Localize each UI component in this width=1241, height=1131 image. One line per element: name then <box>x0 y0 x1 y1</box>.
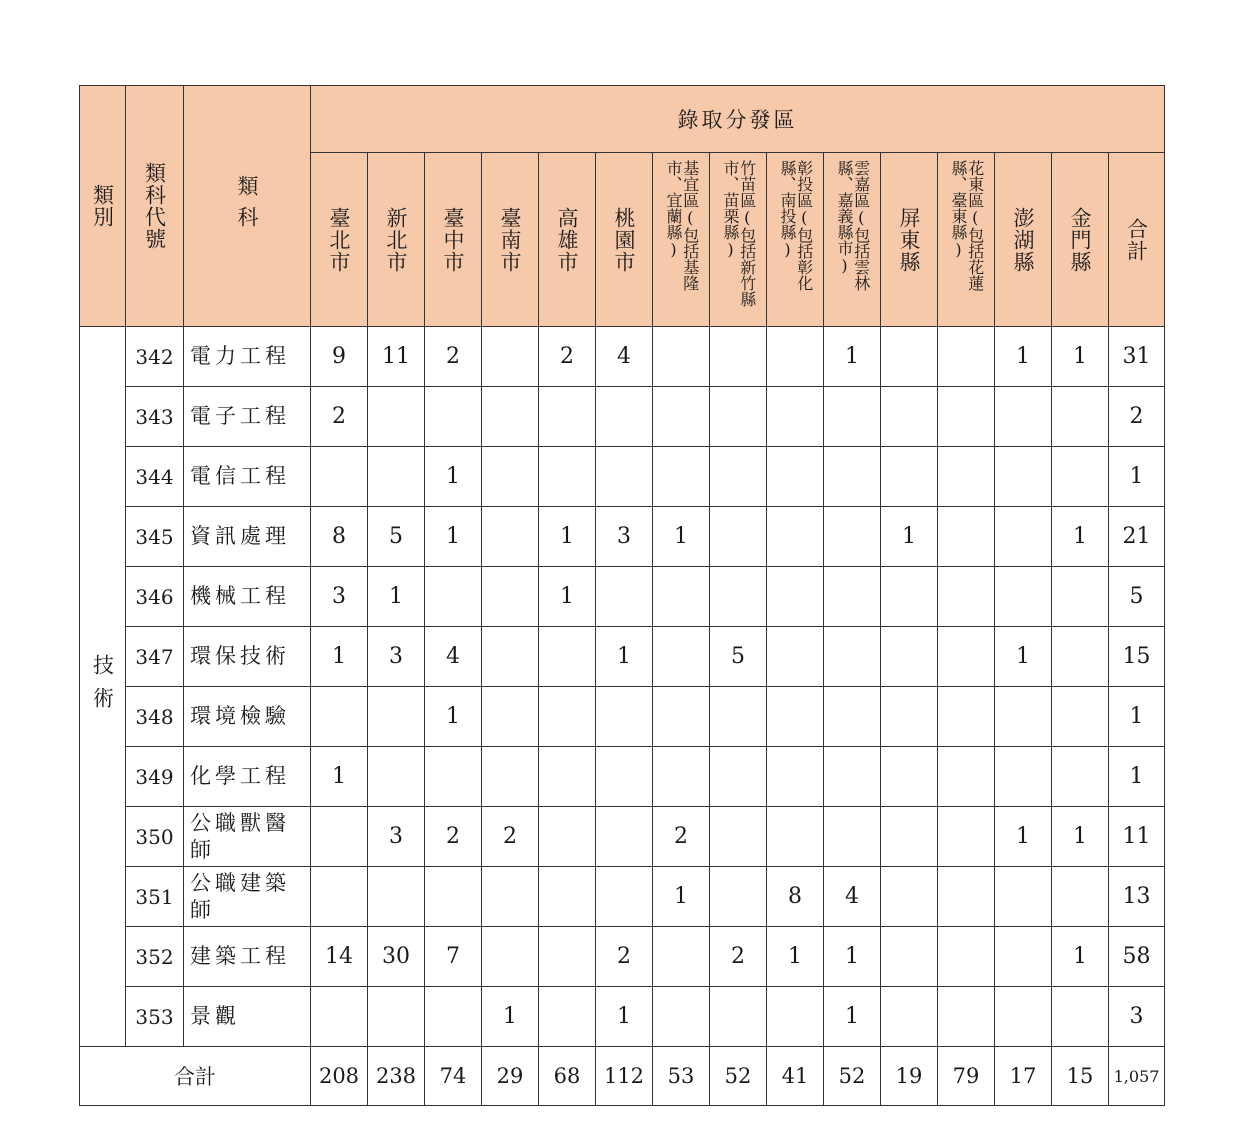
count-cell <box>482 567 539 627</box>
count-cell <box>881 867 938 927</box>
column-total-cell: 79 <box>938 1047 995 1106</box>
region-header-label: 金門縣 <box>1068 206 1093 273</box>
count-cell: 2 <box>482 807 539 867</box>
table-header <box>80 86 1165 327</box>
count-cell <box>653 627 710 687</box>
subject-name: 資訊處理 <box>184 507 311 567</box>
count-cell: 1 <box>425 447 482 507</box>
count-cell <box>311 687 368 747</box>
row-total-cell: 5 <box>1109 567 1165 627</box>
count-cell <box>311 987 368 1047</box>
count-cell <box>995 507 1052 567</box>
count-cell <box>425 867 482 927</box>
category-cell <box>80 327 126 1047</box>
count-cell: 1 <box>995 627 1052 687</box>
count-cell: 2 <box>653 807 710 867</box>
count-cell <box>1052 627 1109 687</box>
count-cell: 3 <box>368 807 425 867</box>
count-cell <box>653 987 710 1047</box>
region-header <box>767 153 824 327</box>
column-total-cell: 238 <box>368 1047 425 1106</box>
count-cell <box>653 387 710 447</box>
count-cell: 1 <box>653 507 710 567</box>
count-cell <box>767 627 824 687</box>
count-cell: 1 <box>368 567 425 627</box>
subject-code: 343 <box>126 387 184 447</box>
count-cell: 1 <box>425 687 482 747</box>
count-cell <box>710 807 767 867</box>
region-header <box>824 153 881 327</box>
count-cell: 1 <box>539 567 596 627</box>
count-cell: 1 <box>881 507 938 567</box>
region-header <box>596 153 653 327</box>
count-cell <box>824 387 881 447</box>
row-total-cell: 1 <box>1109 687 1165 747</box>
count-cell: 3 <box>368 627 425 687</box>
region-header <box>881 153 938 327</box>
count-cell <box>368 687 425 747</box>
count-cell: 2 <box>710 927 767 987</box>
count-cell <box>938 987 995 1047</box>
count-cell <box>938 747 995 807</box>
region-header-label: 合計 <box>1124 217 1149 262</box>
count-cell <box>881 447 938 507</box>
row-total-cell: 2 <box>1109 387 1165 447</box>
count-cell: 1 <box>1052 927 1109 987</box>
count-cell: 8 <box>767 867 824 927</box>
count-cell <box>767 447 824 507</box>
count-cell: 14 <box>311 927 368 987</box>
subject-code: 342 <box>126 327 184 387</box>
count-cell: 1 <box>1052 507 1109 567</box>
subject-name: 電信工程 <box>184 447 311 507</box>
count-cell <box>1052 987 1109 1047</box>
subject-code: 349 <box>126 747 184 807</box>
subject-name: 公職建築師 <box>184 867 311 927</box>
count-cell <box>1052 867 1109 927</box>
count-cell: 4 <box>425 627 482 687</box>
subject-name: 電子工程 <box>184 387 311 447</box>
count-cell: 1 <box>596 627 653 687</box>
count-cell <box>710 567 767 627</box>
count-cell <box>482 387 539 447</box>
subject-code: 347 <box>126 627 184 687</box>
subject-code: 346 <box>126 567 184 627</box>
count-cell: 1 <box>995 807 1052 867</box>
table-row <box>80 927 1165 987</box>
count-cell <box>995 687 1052 747</box>
count-cell <box>824 747 881 807</box>
region-header <box>1052 153 1109 327</box>
count-cell <box>539 387 596 447</box>
row-total-cell: 13 <box>1109 867 1165 927</box>
count-cell <box>995 387 1052 447</box>
region-header-label: 花東區(包括花蓮縣、臺東縣) <box>949 159 985 291</box>
column-total-cell: 53 <box>653 1047 710 1106</box>
count-cell <box>1052 447 1109 507</box>
subject-code: 352 <box>126 927 184 987</box>
count-cell <box>653 567 710 627</box>
region-header-label: 雲嘉區(包括雲林縣、嘉義縣市) <box>835 159 871 291</box>
column-total-cell: 208 <box>311 1047 368 1106</box>
count-cell <box>824 447 881 507</box>
count-cell <box>425 987 482 1047</box>
count-cell <box>596 447 653 507</box>
count-cell <box>1052 567 1109 627</box>
count-cell <box>710 327 767 387</box>
count-cell <box>482 327 539 387</box>
region-header-label: 新北市 <box>384 206 409 273</box>
column-total-cell: 52 <box>824 1047 881 1106</box>
table-body <box>80 327 1165 1106</box>
count-cell <box>881 927 938 987</box>
subject-name: 公職獸醫師 <box>184 807 311 867</box>
count-cell <box>596 687 653 747</box>
count-cell <box>710 507 767 567</box>
count-cell <box>881 327 938 387</box>
count-cell <box>824 627 881 687</box>
count-cell <box>539 627 596 687</box>
region-header <box>425 153 482 327</box>
count-cell <box>425 387 482 447</box>
count-cell: 7 <box>425 927 482 987</box>
count-cell: 1 <box>824 987 881 1047</box>
count-cell <box>596 387 653 447</box>
table-row <box>80 627 1165 687</box>
subject-name: 環保技術 <box>184 627 311 687</box>
count-cell <box>482 687 539 747</box>
table-row <box>80 807 1165 867</box>
region-header <box>539 153 596 327</box>
region-header <box>938 153 995 327</box>
count-cell <box>539 867 596 927</box>
count-cell <box>938 387 995 447</box>
subject-name: 電力工程 <box>184 327 311 387</box>
region-header <box>368 153 425 327</box>
count-cell: 2 <box>596 927 653 987</box>
count-cell <box>596 567 653 627</box>
count-cell <box>653 927 710 987</box>
count-cell <box>311 447 368 507</box>
count-cell <box>1052 687 1109 747</box>
region-header-label: 臺中市 <box>441 206 466 273</box>
count-cell <box>710 747 767 807</box>
subject-code: 345 <box>126 507 184 567</box>
count-cell: 2 <box>311 387 368 447</box>
region-header-label: 竹苗區(包括新竹縣市、苗栗縣) <box>721 159 757 307</box>
row-total-cell: 31 <box>1109 327 1165 387</box>
count-cell <box>938 687 995 747</box>
count-cell <box>368 387 425 447</box>
count-cell: 4 <box>596 327 653 387</box>
count-cell <box>539 747 596 807</box>
region-header <box>710 153 767 327</box>
count-cell: 1 <box>767 927 824 987</box>
count-cell: 9 <box>311 327 368 387</box>
count-cell <box>767 387 824 447</box>
row-total-cell: 15 <box>1109 627 1165 687</box>
totals-row <box>80 1047 1165 1106</box>
count-cell: 1 <box>539 507 596 567</box>
count-cell <box>596 867 653 927</box>
count-cell: 1 <box>1052 327 1109 387</box>
table-row <box>80 567 1165 627</box>
row-total-cell: 58 <box>1109 927 1165 987</box>
count-cell: 5 <box>368 507 425 567</box>
column-total-cell: 17 <box>995 1047 1052 1106</box>
count-cell <box>368 747 425 807</box>
table-row <box>80 747 1165 807</box>
subject-name: 化學工程 <box>184 747 311 807</box>
table-row <box>80 867 1165 927</box>
count-cell <box>482 627 539 687</box>
count-cell <box>938 507 995 567</box>
count-cell <box>995 867 1052 927</box>
count-cell: 2 <box>539 327 596 387</box>
count-cell <box>995 927 1052 987</box>
count-cell <box>767 987 824 1047</box>
region-header-label: 屏東縣 <box>897 206 922 273</box>
count-cell: 2 <box>425 327 482 387</box>
region-header-label: 基宜區(包括基隆市、宜蘭縣) <box>664 159 700 291</box>
column-total-cell: 19 <box>881 1047 938 1106</box>
column-total-cell: 68 <box>539 1047 596 1106</box>
count-cell <box>710 687 767 747</box>
count-cell <box>596 807 653 867</box>
table-row <box>80 447 1165 507</box>
subject-name: 環境檢驗 <box>184 687 311 747</box>
region-header-label: 臺北市 <box>327 206 352 273</box>
count-cell <box>710 987 767 1047</box>
column-total-cell: 29 <box>482 1047 539 1106</box>
table-row <box>80 507 1165 567</box>
type-header: 類別 <box>80 86 126 327</box>
count-cell <box>995 987 1052 1047</box>
count-cell <box>881 567 938 627</box>
table-row <box>80 327 1165 387</box>
count-cell: 1 <box>482 987 539 1047</box>
count-cell <box>767 327 824 387</box>
count-cell <box>881 987 938 1047</box>
subject-name: 景觀 <box>184 987 311 1047</box>
table-row <box>80 687 1165 747</box>
column-total-cell: 74 <box>425 1047 482 1106</box>
table-row <box>80 387 1165 447</box>
count-cell: 2 <box>425 807 482 867</box>
count-cell <box>311 807 368 867</box>
count-cell <box>368 987 425 1047</box>
count-cell <box>995 747 1052 807</box>
count-cell <box>824 687 881 747</box>
count-cell <box>938 327 995 387</box>
count-cell <box>482 507 539 567</box>
subject-name: 機械工程 <box>184 567 311 627</box>
count-cell: 1 <box>425 507 482 567</box>
count-cell <box>539 447 596 507</box>
count-cell <box>881 747 938 807</box>
count-cell <box>767 507 824 567</box>
count-cell <box>368 867 425 927</box>
region-group-header: 錄取分發區 <box>311 86 1165 153</box>
count-cell: 3 <box>596 507 653 567</box>
count-cell: 1 <box>311 627 368 687</box>
count-cell <box>539 807 596 867</box>
count-cell <box>653 687 710 747</box>
subject-code: 348 <box>126 687 184 747</box>
count-cell <box>995 567 1052 627</box>
count-cell <box>767 687 824 747</box>
count-cell <box>368 447 425 507</box>
count-cell <box>539 927 596 987</box>
count-cell <box>482 927 539 987</box>
region-header <box>1109 153 1165 327</box>
row-total-cell: 1 <box>1109 747 1165 807</box>
subject-code: 353 <box>126 987 184 1047</box>
count-cell <box>710 387 767 447</box>
table-row <box>80 987 1165 1047</box>
count-cell <box>881 387 938 447</box>
count-cell <box>710 867 767 927</box>
count-cell: 1 <box>1052 807 1109 867</box>
count-cell <box>938 807 995 867</box>
region-header <box>311 153 368 327</box>
region-header-label: 彰投區(包括彰化縣、南投縣) <box>778 159 814 291</box>
count-cell <box>425 747 482 807</box>
count-cell <box>767 567 824 627</box>
subject-code: 351 <box>126 867 184 927</box>
row-total-cell: 11 <box>1109 807 1165 867</box>
count-cell <box>938 627 995 687</box>
totals-label: 合計 <box>80 1047 311 1106</box>
subject-code: 344 <box>126 447 184 507</box>
subject-code: 350 <box>126 807 184 867</box>
count-cell <box>938 867 995 927</box>
count-cell <box>881 807 938 867</box>
count-cell: 1 <box>596 987 653 1047</box>
column-total-cell: 15 <box>1052 1047 1109 1106</box>
count-cell <box>653 747 710 807</box>
count-cell: 3 <box>311 567 368 627</box>
count-cell: 8 <box>311 507 368 567</box>
region-header <box>482 153 539 327</box>
count-cell: 11 <box>368 327 425 387</box>
row-total-cell: 1 <box>1109 447 1165 507</box>
column-total-cell: 112 <box>596 1047 653 1106</box>
count-cell: 4 <box>824 867 881 927</box>
count-cell <box>824 807 881 867</box>
column-total-cell: 52 <box>710 1047 767 1106</box>
row-total-cell: 21 <box>1109 507 1165 567</box>
count-cell <box>824 567 881 627</box>
count-cell: 5 <box>710 627 767 687</box>
subject-header: 類科 <box>184 86 311 327</box>
count-cell: 1 <box>824 327 881 387</box>
grand-total-cell: 1,057 <box>1109 1047 1165 1106</box>
region-header <box>995 153 1052 327</box>
count-cell <box>596 747 653 807</box>
count-cell: 1 <box>311 747 368 807</box>
count-cell <box>938 447 995 507</box>
column-total-cell: 41 <box>767 1047 824 1106</box>
count-cell <box>995 447 1052 507</box>
count-cell <box>767 807 824 867</box>
region-header-label: 桃園市 <box>612 206 637 273</box>
count-cell: 1 <box>995 327 1052 387</box>
count-cell <box>938 567 995 627</box>
count-cell <box>710 447 767 507</box>
code-header: 類科代號 <box>126 86 184 327</box>
region-header-label: 臺南市 <box>498 206 523 273</box>
count-cell <box>311 867 368 927</box>
subject-name: 建築工程 <box>184 927 311 987</box>
row-total-cell: 3 <box>1109 987 1165 1047</box>
allocation-table <box>79 85 1165 1106</box>
count-cell <box>767 747 824 807</box>
count-cell: 30 <box>368 927 425 987</box>
region-header <box>653 153 710 327</box>
region-header-label: 澎湖縣 <box>1011 206 1036 273</box>
count-cell <box>653 327 710 387</box>
count-cell <box>653 447 710 507</box>
category-label: 技術 <box>90 653 115 720</box>
region-header-label: 高雄市 <box>555 206 580 273</box>
count-cell <box>539 687 596 747</box>
count-cell <box>824 507 881 567</box>
count-cell <box>881 627 938 687</box>
count-cell: 1 <box>653 867 710 927</box>
count-cell <box>425 567 482 627</box>
count-cell <box>1052 747 1109 807</box>
count-cell <box>482 747 539 807</box>
count-cell: 1 <box>824 927 881 987</box>
count-cell <box>881 687 938 747</box>
count-cell <box>1052 387 1109 447</box>
count-cell <box>482 867 539 927</box>
count-cell <box>482 447 539 507</box>
count-cell <box>938 927 995 987</box>
count-cell <box>539 987 596 1047</box>
